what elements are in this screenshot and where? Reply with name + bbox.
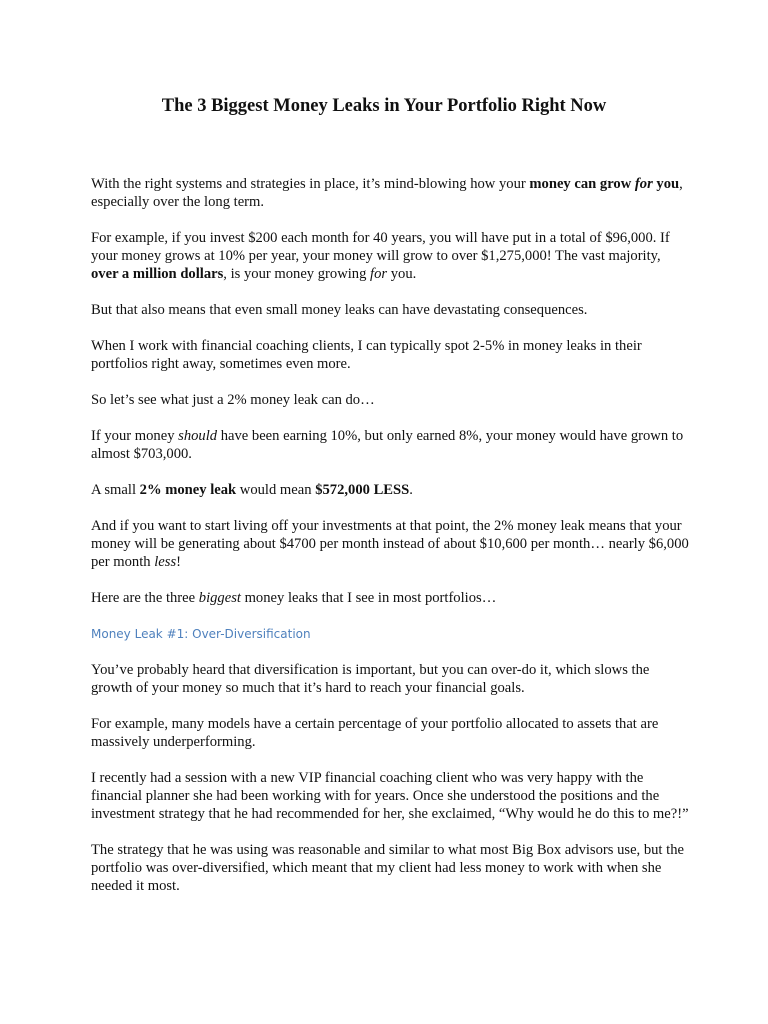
paragraph-12: I recently had a session with a new VIP financial coaching client who was very happy with the financial planner she had been working with for years. Once she understood the positions and the investment strategy that he had recommended for her, she exclaimed, “Why would he do this to me?!” [91, 770, 689, 822]
text-run: ! [176, 554, 181, 570]
document-body [91, 175, 691, 913]
paragraph-6 [91, 427, 691, 463]
bold-italic-text: for [634, 176, 653, 192]
italic-text: biggest [198, 590, 241, 606]
text-run: . [409, 482, 413, 498]
paragraph-2 [91, 229, 691, 283]
paragraph-13: The strategy that he was using was reasonable and similar to what most Big Box advisors use, but the portfolio was over-diversified, which meant that my client had less money to work with when she needed it most. [91, 842, 684, 894]
paragraph-10: You’ve probably heard that diversification is important, but you can over-do it, which slows the growth of your money so much that it’s hard to reach your financial goals. [91, 662, 650, 696]
paragraph-1 [91, 175, 691, 211]
paragraph-11: For example, many models have a certain percentage of your portfolio allocated to assets that are massively underperforming. [91, 716, 659, 750]
text-run: If your money [91, 428, 179, 444]
text-run: you. [387, 266, 417, 282]
text-run: A small [91, 482, 140, 498]
italic-text: for [370, 266, 388, 282]
text-run: have been earning 10%, but only earned 8%, your money would have grown to almost $703,000. [91, 428, 684, 462]
text-run: would mean [236, 482, 316, 498]
text-run: Here are the three [91, 590, 199, 606]
bold-text: money can grow [529, 176, 635, 192]
paragraph-9 [91, 589, 691, 607]
text-run: For example, if you invest $200 each month for 40 years, you will have put in a total of $96,000. If your money grows at 10% per year, your money will grow to over $1,275,000! The vast majority, [91, 230, 670, 264]
paragraph-3: But that also means that even small money leaks can have devastating consequences. [91, 302, 588, 318]
italic-text: should [178, 428, 218, 444]
text-run: money leaks that I see in most portfolios… [240, 590, 497, 606]
document-title: The 3 Biggest Money Leaks in Your Portfolio Right Now [161, 96, 607, 116]
paragraph-8 [91, 517, 691, 571]
text-run: With the right systems and strategies in place, it’s mind-blowing how your [91, 176, 530, 192]
bold-text: over a million dollars [91, 266, 224, 282]
paragraph-7 [91, 481, 691, 499]
italic-text: less [154, 554, 177, 570]
bold-text: $572,000 LESS [315, 482, 410, 498]
paragraph-5: So let’s see what just a 2% money leak can do… [91, 392, 375, 408]
text-run: , especially over the long term. [91, 176, 683, 210]
paragraph-4: When I work with financial coaching clients, I can typically spot 2-5% in money leaks in their portfolios right away, sometimes even more. [91, 338, 642, 372]
text-run: , is your money growing [223, 266, 371, 282]
text-run: And if you want to start living off your investments at that point, the 2% money leak means that your money will be generating about $4700 per month instead of about $10,600 per month… nearly $6,000 per month [91, 518, 689, 570]
bold-text: you [656, 176, 680, 192]
section-heading: Money Leak #1: Over-Diversification [91, 627, 311, 641]
bold-text: 2% money leak [139, 482, 237, 498]
